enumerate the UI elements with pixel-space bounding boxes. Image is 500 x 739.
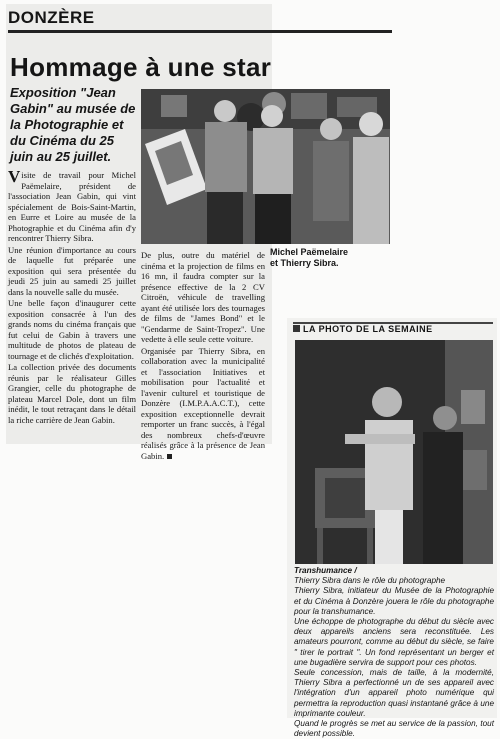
article-paragraph-6-text: Organisée par Thierry Sibra, en collaboration avec la municipalité et l'association Initiatives et mobilisation pour l'actualité et l'avenir culturel et touristique de Donzère (I.M.P.A.A.C.T.), cette exposition exceptionnelle devrait remporter un franc succès, à l'égal des nombreux chefs-d'œuvre réalisés grâce à la présence de Jean Gabin. (141, 345, 265, 461)
end-mark-icon (167, 454, 172, 459)
caption-line: Quand le progrès se met au service de la passion, tout devient possible. (294, 719, 494, 739)
caption-line: Seule concession, mais de taille, à la modernité, Thierry Sibra a perfectionné un de ses appareil avec l'intégration d'un appareil photo numérique qui permettra la reproduction quasi instantané grâce à une imprimante couleur. (294, 668, 494, 718)
square-bullet-icon (293, 325, 300, 332)
dropcap: V (8, 167, 21, 186)
article-paragraph: Une réunion d'importance au cours de laquelle fut préparée une exposition qui sera présentée du jeudi 25 juin au samedi 25 juillet dans la nouvelle salle du musée. (8, 244, 136, 297)
photographer-photo-image (295, 340, 493, 564)
article-paragraph: La collection privée des documents réunis par le réalisateur Gilles Grangier, celle du photographe de plateau Marcel Dole, dont un film inédit, le tout retraçant dans le détail la riche carrière de Jean Gabin. (8, 362, 136, 425)
photographer-photo (295, 340, 493, 564)
section-rule (8, 30, 392, 33)
caption-line: Thierry Sibra, initiateur du Musée de la Photographie et du Cinéma à Donzère jouera le rôle du photographe pour la transhumance. (294, 586, 494, 616)
article-paragraph-1-text: isite de travail pour Michel Paëmelaire, président de l'association Jean Gabin, qui vint spécialement de Bois-Saint-Martin, en Eurre et Loire au musée de la Photographie et du Cinéma afin d'y rencontrer Thierry Sibra. (8, 170, 136, 243)
photo-of-week-caption (294, 566, 494, 739)
caption-line: Une échoppe de photographe du début du siècle avec deux appareils anciens sera reconstituée. Les amateurs pourront, comme au début du siècle, se faire " tirer le portrait ". Un fond représentant un berger et une bugadière servira de support pour ces photos. (294, 617, 494, 667)
exhibition-photo-image (141, 89, 390, 244)
headline: Hommage à une star (10, 52, 272, 82)
section-title: DONZÈRE (8, 8, 95, 27)
subhead: Exposition "Jean Gabin" au musée de la Photographie et du Cinéma du 25 juin au 25 juillet. (10, 85, 136, 164)
photo-of-week-title: LA PHOTO DE LA SEMAINE (303, 324, 433, 334)
caption-title: Transhumance / (294, 566, 357, 575)
caption-line-1: Michel Paëmelaire (270, 247, 349, 257)
photo-of-week-bar (293, 322, 493, 336)
article-column-2 (141, 250, 265, 461)
article-paragraph: Une belle façon d'inaugurer cette exposition consacrée à l'un des grands noms du cinéma français que fut celui de Gabin à travers une multitude de photos de plateau de tournage et de clichés d'exploitation. (8, 298, 136, 361)
article-paragraph (141, 346, 265, 462)
article-paragraph (8, 167, 136, 244)
article-paragraph: De plus, outre du matériel de cinéma et la projection de films en 16 mn, il faudra compter sur la présence effective de la 2 CV Citroën, véhicule de travelling ayant été utilisée lors des tournages de films de "James Bond" et le "Gendarme de Saint-Tropez". Une vedette à elle seule cette voiture. (141, 250, 265, 344)
caption-line: Thierry Sibra dans le rôle du photographe (294, 576, 446, 586)
exhibition-photo (141, 89, 390, 244)
caption-line-2: et Thierry Sibra. (270, 258, 339, 268)
article-column-1 (8, 167, 136, 442)
photo-caption (270, 247, 400, 269)
